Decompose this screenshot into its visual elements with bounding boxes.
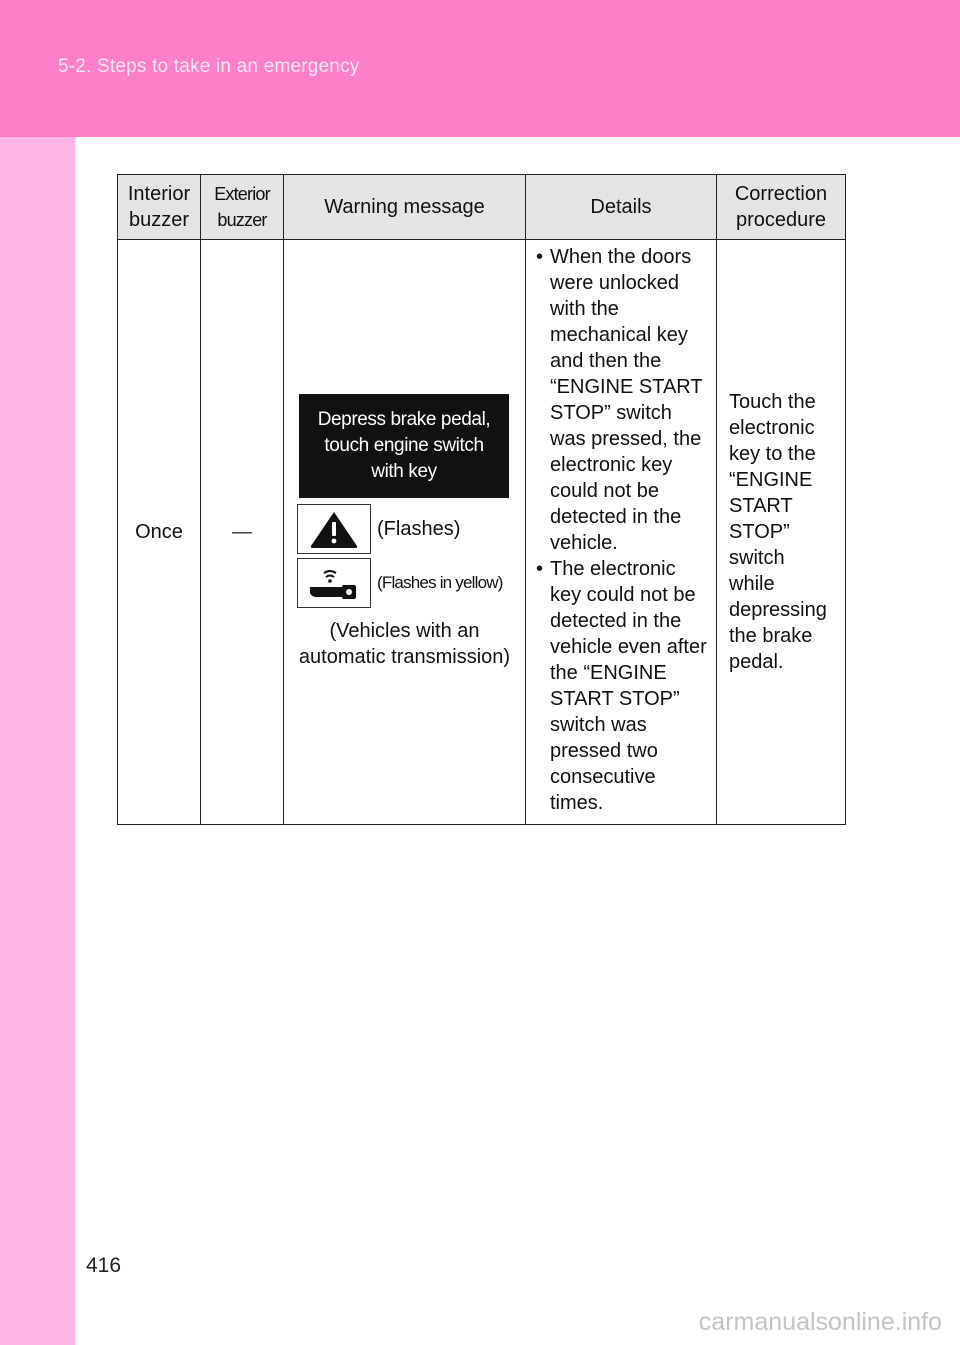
cell-interior-buzzer [118,240,201,825]
cell-details [526,240,717,825]
indicator-2-label: (Flashes in yellow) [377,573,503,592]
warning-table [117,174,846,825]
header-band [0,0,960,137]
interior-buzzer-value: Once [135,521,183,543]
side-stripe [0,137,75,1345]
correction-text: Touch the electronic key to the “ENGINE START STOP” switch while depressing the brake pedal. [729,391,827,673]
indicator-row-1 [297,504,515,554]
cell-correction-procedure [717,240,846,825]
header-details: Details [526,175,717,240]
page-number: 416 [86,1254,122,1277]
indicator-row-2 [297,558,515,608]
detail-text: The electronic key could not be detected in the vehicle even after the “ENGINE START STOP” switch was pressed two consecutive times. [550,558,707,814]
cell-warning-message [284,240,526,825]
header-interior-buzzer: Interior buzzer [118,175,201,240]
electronic-key-indicator-icon [297,558,371,608]
detail-text: When the doors were unlocked with the mechanical key and then the “ENGINE START STOP” switch was pressed, the electronic key could not be detected in the vehicle. [550,246,703,554]
multi-info-display-message: Depress brake pedal, touch engine switch with key [299,394,509,498]
watermark: carmanualsonline.info [698,1308,942,1336]
detail-item-1: • When the doors were unlocked with the mechanical key and then the “ENGINE START STOP” switch was pressed, the electronic key could not be detected in the vehicle. [536,244,708,556]
header-correction-procedure: Correction procedure [717,175,846,240]
table-header-row [118,175,846,240]
cell-exterior-buzzer [201,240,284,825]
warning-triangle-icon [297,504,371,554]
detail-item-2: • The electronic key could not be detected in the vehicle even after the “ENGINE START STOP” switch was pressed two consecutive times. [536,558,707,814]
header-exterior-buzzer: Exterior buzzer [201,175,284,240]
header-warning-message: Warning message [284,175,526,240]
vehicle-condition-caption: (Vehicles with an automatic transmission) [298,620,511,668]
table-row [118,240,846,825]
exterior-buzzer-dash: — [232,521,252,543]
indicator-1-label: (Flashes) [377,518,461,540]
section-title: 5-2. Steps to take in an emergency [58,56,360,77]
